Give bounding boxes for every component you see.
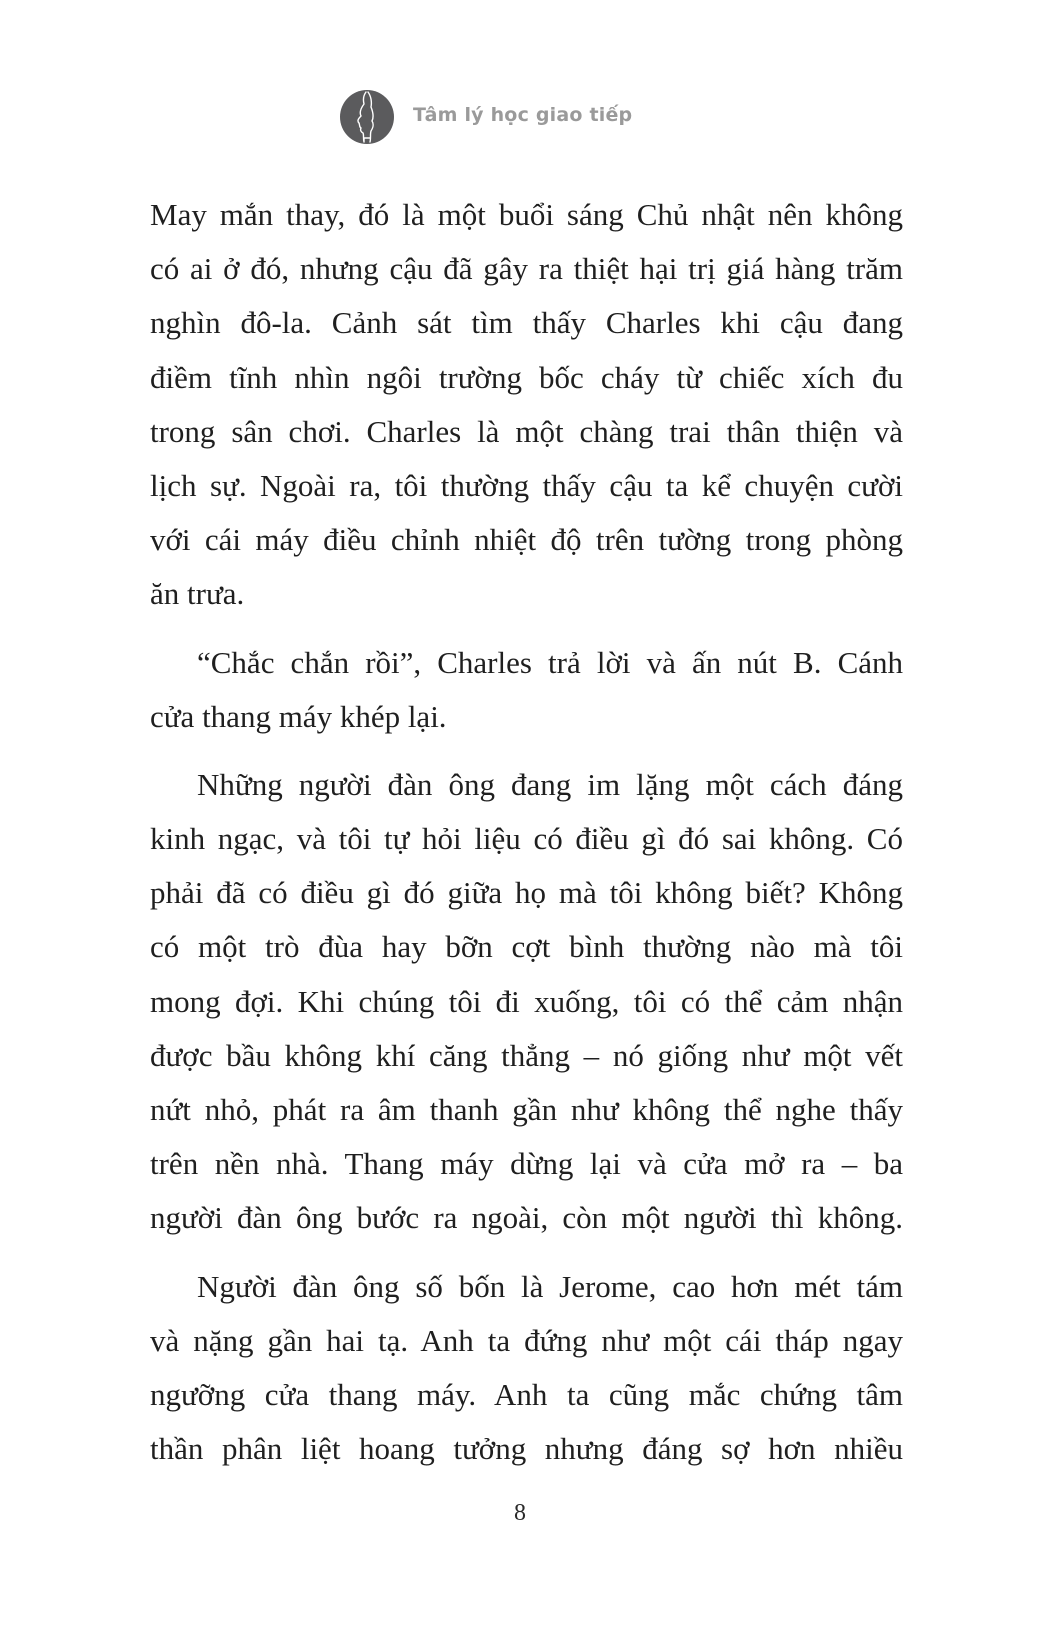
text-line: “Chắc chắn rồi”, Charles trả lời và ấn nút B. Cánh xyxy=(197,644,903,680)
running-header xyxy=(340,89,632,145)
text-line: Người đàn ông số bốn là Jerome, cao hơn mét tám xyxy=(197,1268,903,1304)
text-line: có ai ở đó, nhưng cậu đã gây ra thiệt hại trị giá hàng trăm xyxy=(150,251,903,287)
head-silhouette-icon xyxy=(340,90,394,144)
text-line: thần phân liệt hoang tưởng nhưng đáng sợ hơn nhiều xyxy=(150,1431,903,1467)
text-line: phải đã có điều gì đó giữa họ mà tôi không biết? Không xyxy=(150,875,903,911)
text-line: người đàn ông bước ra ngoài, còn một người thì không. xyxy=(150,1200,903,1236)
text-line: có một trò đùa hay bỡn cợt bình thường nào mà tôi xyxy=(150,929,903,965)
text-line: cửa thang máy khép lại. xyxy=(150,698,447,734)
text-line: và nặng gần hai tạ. Anh ta đứng như một cái tháp ngay xyxy=(150,1322,903,1358)
paragraph-4 xyxy=(150,1260,903,1477)
text-line: trên nền nhà. Thang máy dừng lại và cửa mở ra – ba xyxy=(150,1146,903,1182)
paragraph-1 xyxy=(150,188,903,622)
text-line: điềm tĩnh nhìn ngôi trường bốc cháy từ chiếc xích đu xyxy=(150,359,903,395)
text-line: nghìn đô-la. Cảnh sát tìm thấy Charles khi cậu đang xyxy=(150,305,903,341)
text-line: May mắn thay, đó là một buổi sáng Chủ nhật nên không xyxy=(150,197,903,232)
text-line: mong đợi. Khi chúng tôi đi xuống, tôi có thể cảm nhận xyxy=(150,983,903,1019)
text-line: ngưỡng cửa thang máy. Anh ta cũng mắc chứng tâm xyxy=(150,1376,903,1412)
paragraph-3 xyxy=(150,758,903,1246)
text-line: được bầu không khí căng thẳng – nó giống như một vết xyxy=(150,1037,903,1073)
text-line: với cái máy điều chỉnh nhiệt độ trên tường trong phòng xyxy=(150,522,903,558)
running-title: Tâm lý học giao tiếp xyxy=(413,104,633,126)
text-line: nứt nhỏ, phát ra âm thanh gần như không thể nghe thấy xyxy=(150,1092,903,1127)
text-line: kinh ngạc, và tôi tự hỏi liệu có điều gì đó sai không. Có xyxy=(150,821,903,857)
page-number: 8 xyxy=(514,1500,526,1526)
text-line: Những người đàn ông đang im lặng một cách đáng xyxy=(197,766,903,802)
body-text xyxy=(150,188,903,1476)
paragraph-2 xyxy=(150,636,903,744)
text-line: lịch sự. Ngoài ra, tôi thường thấy cậu ta kể chuyện cười xyxy=(150,467,903,503)
text-line: trong sân chơi. Charles là một chàng trai thân thiện và xyxy=(150,413,903,449)
text-line: ăn trưa. xyxy=(150,576,245,612)
